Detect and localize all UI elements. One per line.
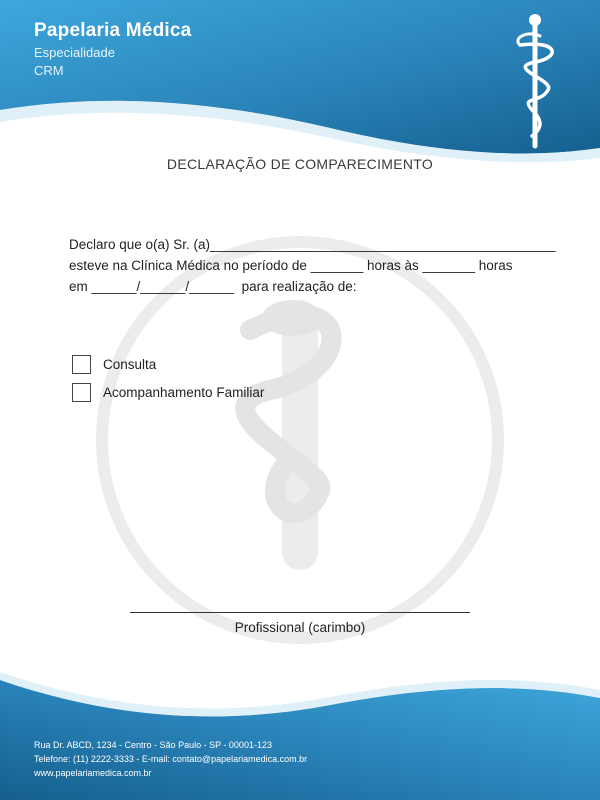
footer-info [34, 738, 307, 780]
checkbox[interactable] [72, 383, 91, 402]
declaration-line-2: esteve na Clínica Médica no período de _______ horas às _______ horas [69, 258, 513, 273]
crm-text: CRM [34, 63, 64, 78]
declaration-line-1: Declaro que o(a) Sr. (a)______________________________________________ [69, 237, 556, 252]
document-title: DECLARAÇÃO DE COMPARECIMENTO [166, 156, 434, 172]
footer-contact: Telefone: (11) 2222-3333 - E-mail: contato@papelariamedica.com.br [34, 754, 308, 764]
specialty-text: Especialidade [34, 45, 115, 60]
declaration-line-3: em ______/______/______ para realização de: [69, 279, 357, 294]
option-label: Acompanhamento Familiar [103, 384, 265, 400]
declaration-body [69, 234, 555, 297]
purpose-options [72, 350, 264, 406]
footer-website[interactable]: www.papelariamedica.com.br [34, 768, 152, 778]
footer-address: Rua Dr. ABCD, 1234 - Centro - São Paulo - SP - 00001-123 [34, 740, 272, 750]
letterhead [34, 20, 191, 78]
option-consulta[interactable] [72, 350, 264, 378]
checkbox[interactable] [72, 355, 91, 374]
option-acompanhamento[interactable] [72, 378, 264, 406]
watermark [102, 242, 498, 638]
option-label: Consulta [103, 356, 157, 372]
signature-line [130, 612, 470, 613]
brand-name: Papelaria Médica [34, 20, 192, 41]
signature-label: Profissional (carimbo) [234, 620, 366, 635]
